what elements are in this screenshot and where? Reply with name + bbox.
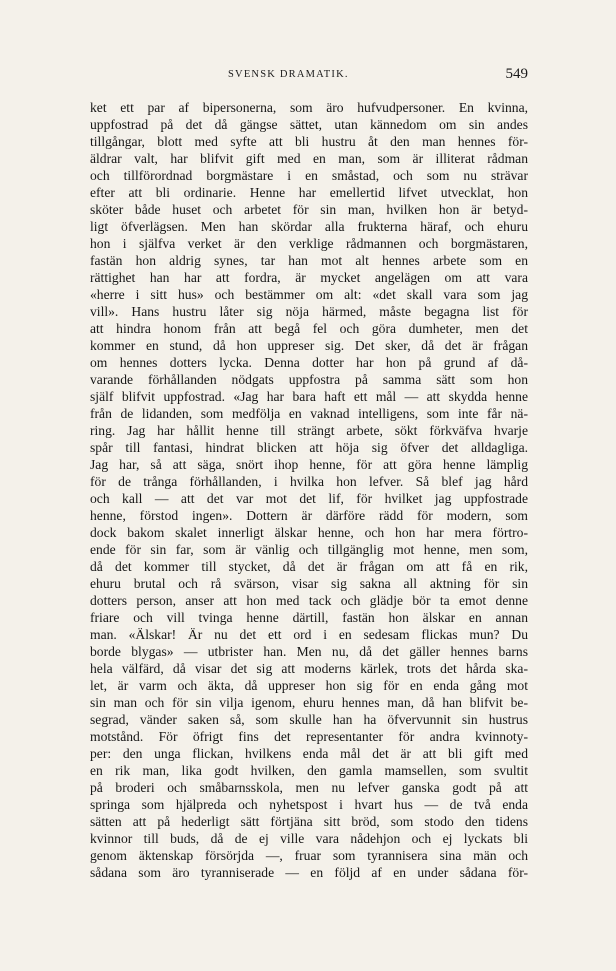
text-line: let, är varm och äkta, då uppreser hon sig för en enda gång mot <box>90 678 528 693</box>
text-line: «herre i sitt hus» och bestämmer om alt: «det skall vara som jag <box>90 287 528 302</box>
text-line: och kall — att det var mot det lif, för hvilket jag uppfostrade <box>90 491 528 506</box>
text-line: en rik man, lika godt hvilken, den gamla mamsellen, som svultit <box>90 763 528 778</box>
text-line: för de trånga förhållanden, i hvilka hon lefver. Så blef jag hård <box>90 474 528 489</box>
text-line: ring. Jag har hållit henne till strängt arbete, sökt förkväfva hvarje <box>90 423 528 438</box>
text-line: själf blifvit uppfostrad. «Jag har bara haft ett mål — att skydda henne <box>90 389 528 404</box>
text-line: rättighet han har att fordra, är mycket angelägen om att vara <box>90 270 528 285</box>
text-line: borde blygas» — utbrister han. Men nu, då det gäller hennes barns <box>90 644 528 659</box>
body-text <box>90 99 528 881</box>
text-line: tillgångar, blott med syfte att bli hustru åt den man hennes för- <box>90 134 528 149</box>
text-line: spår till fantasi, hindrat blicken att höja sig öfver det alldagliga. <box>90 440 528 455</box>
text-line: genom äktenskap försörjda —, fruar som tyrannisera sina män och <box>90 848 528 863</box>
text-line: kvinnor till buds, då de ej ville vara nådehjon och ej lyckats bli <box>90 831 528 846</box>
text-line: äldrar valt, har blifvit gift med en man, som är illiterat rådman <box>90 151 528 166</box>
text-line: ket ett par af bipersonerna, som äro hufvudpersoner. En kvinna, <box>90 100 528 115</box>
text-line: springa som hjälpreda och nyhetspost i hvart hus — de två enda <box>90 797 528 812</box>
text-line: sin man och för sin vilja igenom, ehuru hennes man, då han blifvit be- <box>90 695 528 710</box>
text-line: kommer en stund, då hon uppreser sig. Det sker, då det är frågan <box>90 338 528 353</box>
text-line: efter att bli ordinarie. Henne har emellertid lifvet utvecklat, hon <box>90 185 528 200</box>
text-line: från de lidanden, som medfölja en vaknad intelligens, som inte får nä- <box>90 406 528 421</box>
text-line: per: den unga flickan, hvilkens enda mål det är att bli gift med <box>90 746 528 761</box>
text-line: och tillförordnad borgmästare i en småstad, och som nu strävar <box>90 168 528 183</box>
text-line: uppfostrad på det då gängse sättet, utan kännedom om sin andes <box>90 117 528 132</box>
text-line: ende för sin far, som är vänlig och tillgänglig mot henne, men som, <box>90 542 528 557</box>
text-line: Jag har, så att säga, snört ihop henne, för att göra henne lämplig <box>90 457 528 472</box>
text-line: ligt öfverlägsen. Men han skördar alla frukterna häraf, och ehuru <box>90 219 528 234</box>
text-line: motstånd. För öfrigt fins det representanter för andra kvinnoty- <box>90 729 528 744</box>
text-line: henne, förstod ingen». Dottern är därföre rädd för modern, som <box>90 508 528 523</box>
text-line: på broderi och småbarnsskola, men nu lefver ganska godt på att <box>90 780 528 795</box>
text-line: varande förhållanden nödgats uppfostra på samma sätt som hon <box>90 372 528 387</box>
text-line: segrad, vänder saken så, som skulle han ha öfvervunnit sin hustrus <box>90 712 528 727</box>
text-line: man. «Älskar! Är nu det ett ord i en sedesam flickas mun? Du <box>90 627 528 642</box>
text-line: hela välfärd, då visar det sig att moderns kärlek, trots det hårda ska- <box>90 661 528 676</box>
text-line: dock bakom skalet innerligt älskar henne, och hon har mera förtro- <box>90 525 528 540</box>
page-number: 549 <box>505 66 528 82</box>
text-line: att hindra honom från att begå fel och göra dumheter, men det <box>90 321 528 336</box>
text-line: ehuru brutal och rå svärson, visar sig sakna all aktning för sin <box>90 576 528 591</box>
text-line: friare och vill tvinga henne därtill, fastän hon älskar en annan <box>90 610 528 625</box>
text-line: sköter både huset och arbetet för sin man, hvilken hon är betyd- <box>90 202 528 217</box>
page-header <box>90 66 528 88</box>
running-head: SVENSK DRAMATIK. <box>228 69 349 80</box>
text-line: sådana som äro tyranniserade — en följd af en under sådana för- <box>90 865 528 880</box>
text-line: dotters person, anser att hon med tack och glädje bör ta emot denne <box>90 593 528 608</box>
text-line: fastän hon aldrig synes, tar han mot alt hennes arbete som en <box>90 253 528 268</box>
text-line: sätten att på hederligt sätt förtjäna sitt bröd, som stodo den tidens <box>90 814 528 829</box>
text-line: hon i själfva verket är den verklige rådmannen och borgmästaren, <box>90 236 528 251</box>
text-line: om hennes dotters lycka. Denna dotter har hon på grund af då- <box>90 355 528 370</box>
text-line: vill». Hans hustru låter sig nöja härmed, måste begagna list för <box>90 304 528 319</box>
text-line: då det kommer till stycket, då det är frågan om att få en rik, <box>90 559 528 574</box>
